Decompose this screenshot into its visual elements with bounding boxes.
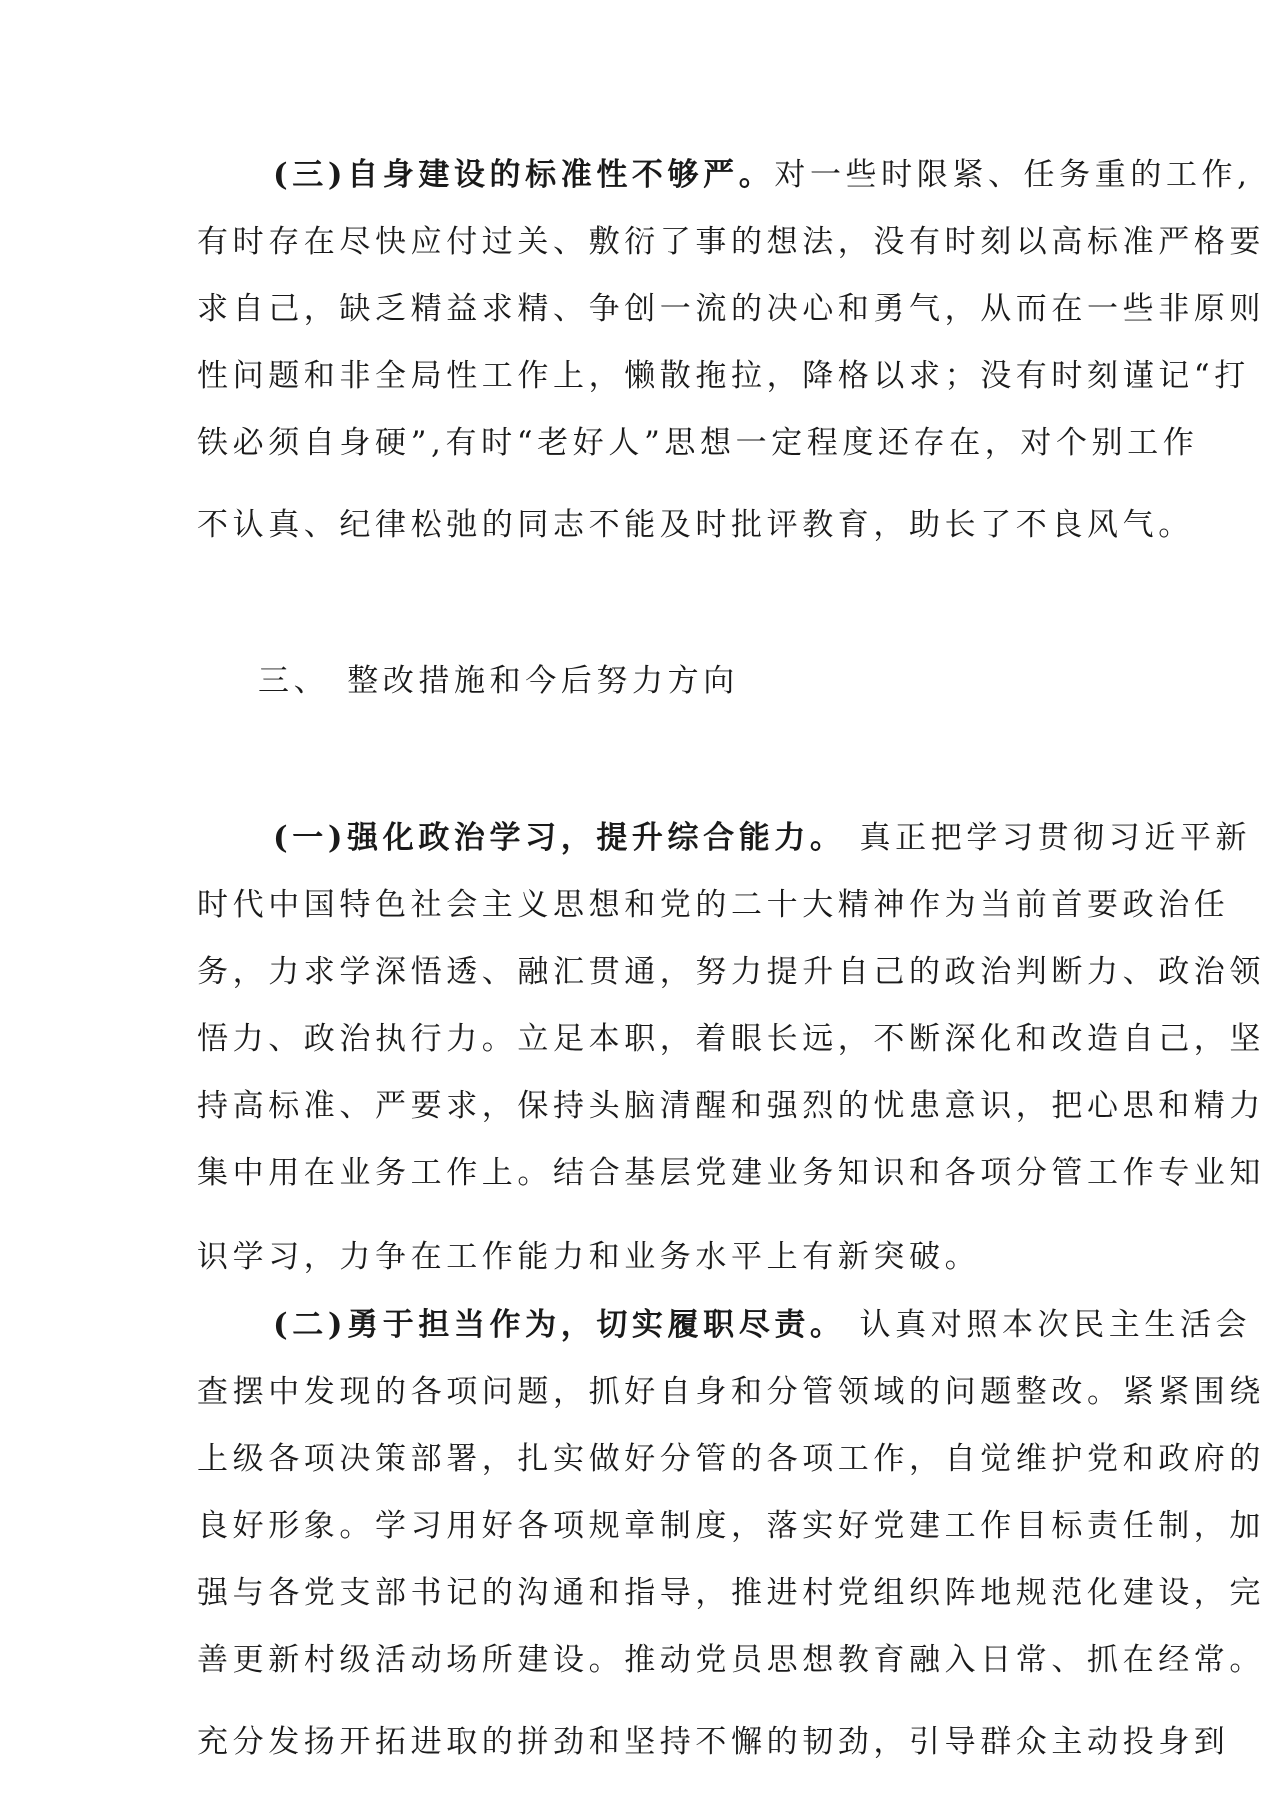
paragraph-line: 识学习，力争在工作能力和业务水平上有新突破。 bbox=[197, 1239, 981, 1275]
paragraph-line: 查摆中发现的各项问题，抓好自身和分管领域的问题整改。紧紧围绕 bbox=[197, 1374, 1265, 1410]
paragraph-line: 性问题和非全局性工作上，懒散拖拉，降格以求；没有时刻谨记“打 bbox=[197, 358, 1250, 394]
paragraph-line: 强与各党支部书记的沟通和指导，推进村党组织阵地规范化建设，完 bbox=[197, 1575, 1265, 1611]
paragraph-text: 认真对照本次民主生活会 bbox=[859, 1307, 1252, 1343]
paragraph-line: 充分发扬开拓进取的拼劲和坚持不懈的韧劲，引导群众主动投身到 bbox=[197, 1724, 1230, 1760]
section-title: 整改措施和今后努力方向 bbox=[347, 663, 739, 699]
paragraph-line: 集中用在业务工作上。结合基层党建业务知识和各项分管工作专业知 bbox=[197, 1155, 1265, 1191]
paragraph-text: 真正把学习贯彻习近平新 bbox=[859, 820, 1252, 856]
paragraph-line: 求自己，缺乏精益求精、争创一流的决心和勇气，从而在一些非原则 bbox=[197, 291, 1265, 327]
paragraph-line bbox=[273, 155, 1252, 195]
paragraph-line: 良好形象。学习用好各项规章制度，落实好党建工作目标责任制，加 bbox=[197, 1508, 1265, 1544]
paragraph-heading: (二)勇于担当作为，切实履职尽责。 bbox=[273, 1307, 846, 1343]
paragraph-line: 上级各项决策部署，扎实做好分管的各项工作，自觉维护党和政府的 bbox=[197, 1441, 1265, 1477]
paragraph-line bbox=[273, 818, 1252, 858]
section-heading bbox=[258, 661, 739, 701]
section-number: 三、 bbox=[258, 663, 330, 699]
paragraph-line: 时代中国特色社会主义思想和党的二十大精神作为当前首要政治任 bbox=[197, 887, 1230, 923]
paragraph-line: 务，力求学深悟透、融汇贯通，努力提升自己的政治判断力、政治领 bbox=[197, 954, 1265, 990]
paragraph-heading: (三)自身建设的标准性不够严。 bbox=[273, 157, 775, 193]
paragraph-line bbox=[273, 1305, 1252, 1345]
paragraph-line: 善更新村级活动场所建设。推动党员思想教育融入日常、抓在经常。 bbox=[197, 1642, 1265, 1678]
paragraph-text: 对一些时限紧、任务重的工作, bbox=[774, 157, 1252, 193]
paragraph-heading: (一)强化政治学习，提升综合能力。 bbox=[273, 820, 846, 856]
paragraph-line: 持高标准、严要求，保持头脑清醒和强烈的忧患意识，把心思和精力 bbox=[197, 1088, 1265, 1124]
paragraph-line: 不认真、纪律松弛的同志不能及时批评教育，助长了不良风气。 bbox=[197, 507, 1194, 543]
paragraph-line: 铁必须自身硬”,有时“老好人”思想一定程度还存在，对个别工作 bbox=[197, 425, 1199, 461]
paragraph-line: 有时存在尽快应付过关、敷衍了事的想法，没有时刻以高标准严格要 bbox=[197, 224, 1265, 260]
paragraph-line: 悟力、政治执行力。立足本职，着眼长远，不断深化和改造自己，坚 bbox=[197, 1021, 1265, 1057]
